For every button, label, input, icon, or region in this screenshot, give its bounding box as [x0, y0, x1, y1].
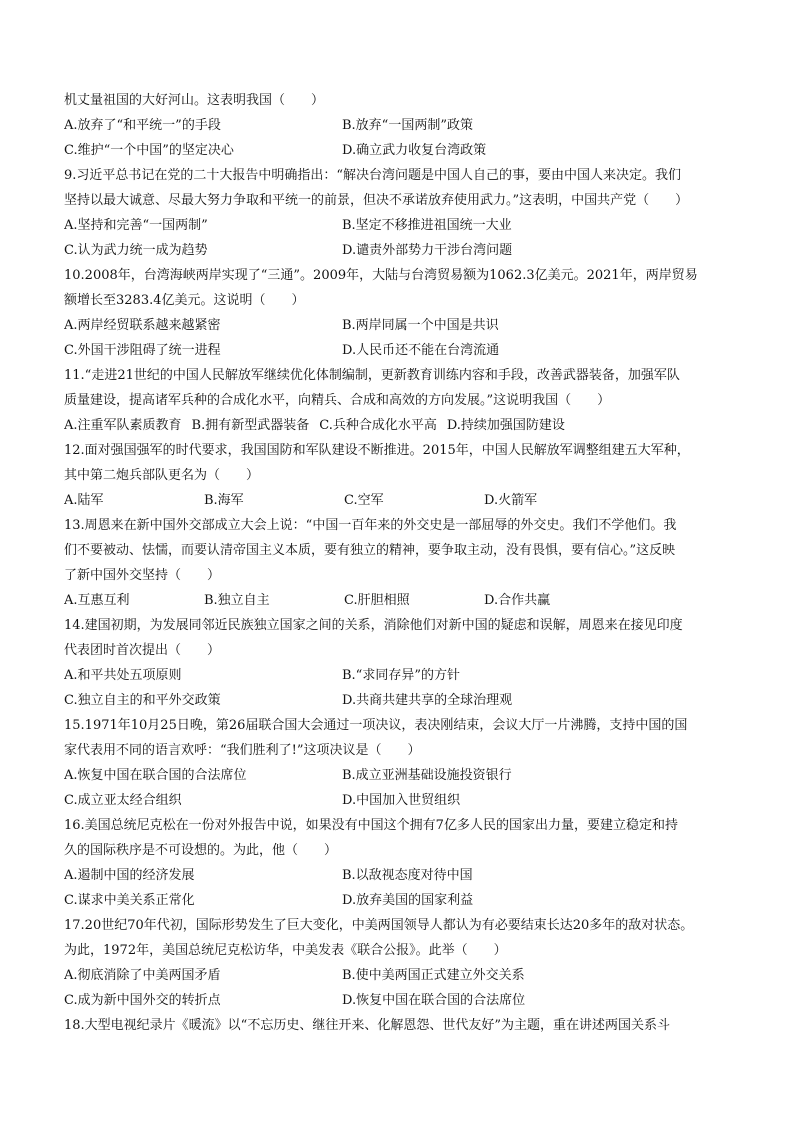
question-stem: 为此，1972年，美国总统尼克松访华，中美发表《联合公报》。此举（ ）: [64, 943, 507, 958]
option-row: [64, 213, 740, 238]
option-row: [64, 963, 740, 988]
question-stem: 额增长至3283.4亿美元。这说明（ ）: [64, 293, 305, 308]
question-stem: 12.面对强国强军的时代要求，我国国防和军队建设不断推进。2015年，中国人民解放军调整组建五大军种，: [64, 443, 690, 458]
option-row: [64, 763, 740, 788]
question-18: [64, 1013, 740, 1038]
option-d: D.合作共赢: [484, 593, 551, 608]
option-c: C.成立亚太经合组织: [64, 793, 182, 808]
option-b: B.成立亚洲基础设施投资银行: [342, 768, 512, 783]
question-stem: 11.“走进21世纪的中国人民解放军继续优化体制编制，更新教育训练内容和手段，改善武器装备，加强军队: [64, 368, 680, 383]
question-stem: 14.建国初期，为发展同邻近民族独立国家之间的关系，消除他们对新中国的疑虑和误解，周恩来在接见印度: [64, 618, 683, 633]
question-stem: 机丈量祖国的大好河山。这表明我国（ ）: [64, 93, 325, 108]
option-b: B.“求同存异”的方针: [342, 668, 460, 683]
option-row: [64, 588, 740, 613]
option-row: [64, 663, 740, 688]
question-9: [64, 163, 740, 263]
question-11: [64, 363, 740, 438]
option-d: D.放弃美国的国家利益: [342, 893, 474, 908]
question-stem: 质量建设，提高诸军兵种的合成化水平，向精兵、合成和高效的方向发展。”这说明我国（ ）: [64, 393, 611, 408]
question-16: [64, 813, 740, 913]
question-12: [64, 438, 740, 513]
question-stem: 了新中国外交坚持（ ）: [64, 568, 221, 583]
option-row: [64, 338, 740, 363]
option-a: A.两岸经贸联系越来越紧密: [64, 318, 221, 333]
question-stem: 代表团时首次提出（ ）: [64, 643, 221, 658]
question-stem: 9.习近平总书记在党的二十大报告中明确指出：“解决台湾问题是中国人自己的事，要由中国人来决定。我们: [64, 168, 682, 183]
option-c: C.认为武力统一成为趋势: [64, 243, 208, 258]
option-row: [64, 113, 740, 138]
question-stem: 16.美国总统尼克松在一份对外报告中说，如果没有中国这个拥有7亿多人民的国家出力量，要建立稳定和持: [64, 818, 678, 833]
option-b: B.两岸同属一个中国是共识: [342, 318, 499, 333]
question-10: [64, 263, 740, 363]
question-17: [64, 913, 740, 1013]
question-14: [64, 613, 740, 713]
option-b: B.放弃“一国两制”政策: [342, 118, 473, 133]
option-c: C.谋求中美关系正常化: [64, 893, 195, 908]
question-stem: 们不要被动、怯懦，而要认清帝国主义本质，要有独立的精神，要争取主动，没有畏惧，要有信心。”这反映: [64, 543, 676, 558]
question-stem: 13.周恩来在新中国外交部成立大会上说：“中国一百年来的外交史是一部屈辱的外交史。我们不学他们。我: [64, 518, 677, 533]
option-row: [64, 688, 740, 713]
option-c: C.兵种合成化水平高: [319, 418, 437, 433]
option-row: [64, 313, 740, 338]
option-row: [64, 863, 740, 888]
option-row: [64, 488, 740, 513]
option-c: C.外国干涉阻碍了统一进程: [64, 343, 221, 358]
exam-page: [64, 88, 740, 1038]
question-stem: 10.2008年，台湾海峡两岸实现了“三通”。2009年，大陆与台湾贸易额为1062.3亿美元。2021年，两岸贸易: [64, 268, 698, 283]
option-row: [64, 888, 740, 913]
option-row: [64, 788, 740, 813]
option-d: D.持续加强国防建设: [446, 418, 565, 433]
option-d: D.火箭军: [484, 493, 538, 508]
option-a: A.坚持和完善“一国两制”: [64, 218, 208, 233]
option-b: B.拥有新型武器装备: [191, 418, 310, 433]
option-a: A.放弃了“和平统一”的手段: [64, 118, 221, 133]
option-c: C.空军: [344, 493, 384, 508]
option-b: B.海军: [204, 493, 244, 508]
option-d: D.恢复中国在联合国的合法席位: [342, 993, 526, 1008]
question-stem: 18.大型电视纪录片《暖流》以“不忘历史、继往开来、化解恩怨、世代友好”为主题，重在讲述两国关系斗: [64, 1018, 670, 1033]
question-stem: 17.20世纪70年代初，国际形势发生了巨大变化，中美两国领导人都认为有必要结束长达20多年的敌对状态。: [64, 918, 694, 933]
question-stem: 其中第二炮兵部队更名为（ ）: [64, 468, 260, 483]
option-a: A.遏制中国的经济发展: [64, 868, 195, 883]
question-13: [64, 513, 740, 613]
option-row: [64, 238, 740, 263]
question-stem: 坚持以最大诚意、尽最大努力争取和平统一的前景，但决不承诺放弃使用武力。”这表明，中国共产党（ ）: [64, 193, 689, 208]
question-stem: 15.1971年10月25日晚，第26届联合国大会通过一项决议，表决刚结束，会议大厅一片沸腾，支持中国的国: [64, 718, 688, 733]
option-c: C.独立自主的和平外交政策: [64, 693, 221, 708]
question-15: [64, 713, 740, 813]
option-b: B.使中美两国正式建立外交关系: [342, 968, 525, 983]
option-a: A.陆军: [64, 493, 104, 508]
question-stem: 久的国际秩序是不可设想的。为此，他（ ）: [64, 843, 338, 858]
option-c: C.肝胆相照: [344, 593, 410, 608]
option-c: C.成为新中国外交的转折点: [64, 993, 221, 1008]
option-b: B.独立自主: [204, 593, 270, 608]
option-b: B.坚定不移推进祖国统一大业: [342, 218, 512, 233]
option-a: A.注重军队素质教育: [64, 418, 182, 433]
option-b: B.以敌视态度对待中国: [342, 868, 473, 883]
option-d: D.人民币还不能在台湾流通: [342, 343, 500, 358]
option-d: D.中国加入世贸组织: [342, 793, 461, 808]
option-row: [64, 413, 740, 438]
option-d: D.确立武力收复台湾政策: [342, 143, 487, 158]
option-a: A.互惠互利: [64, 593, 130, 608]
option-c: C.维护“一个中国”的坚定决心: [64, 143, 234, 158]
option-d: D.共商共建共享的全球治理观: [342, 693, 513, 708]
option-row: [64, 138, 740, 163]
question-stem: 家代表用不同的语言欢呼：“我们胜利了!”这项决议是（ ）: [64, 743, 421, 758]
option-a: A.恢复中国在联合国的合法席位: [64, 768, 247, 783]
option-row: [64, 988, 740, 1013]
option-d: D.谴责外部势力干涉台湾问题: [342, 243, 513, 258]
option-a: A.和平共处五项原则: [64, 668, 182, 683]
option-a: A.彻底消除了中美两国矛盾: [64, 968, 221, 983]
question-8: [64, 88, 740, 163]
